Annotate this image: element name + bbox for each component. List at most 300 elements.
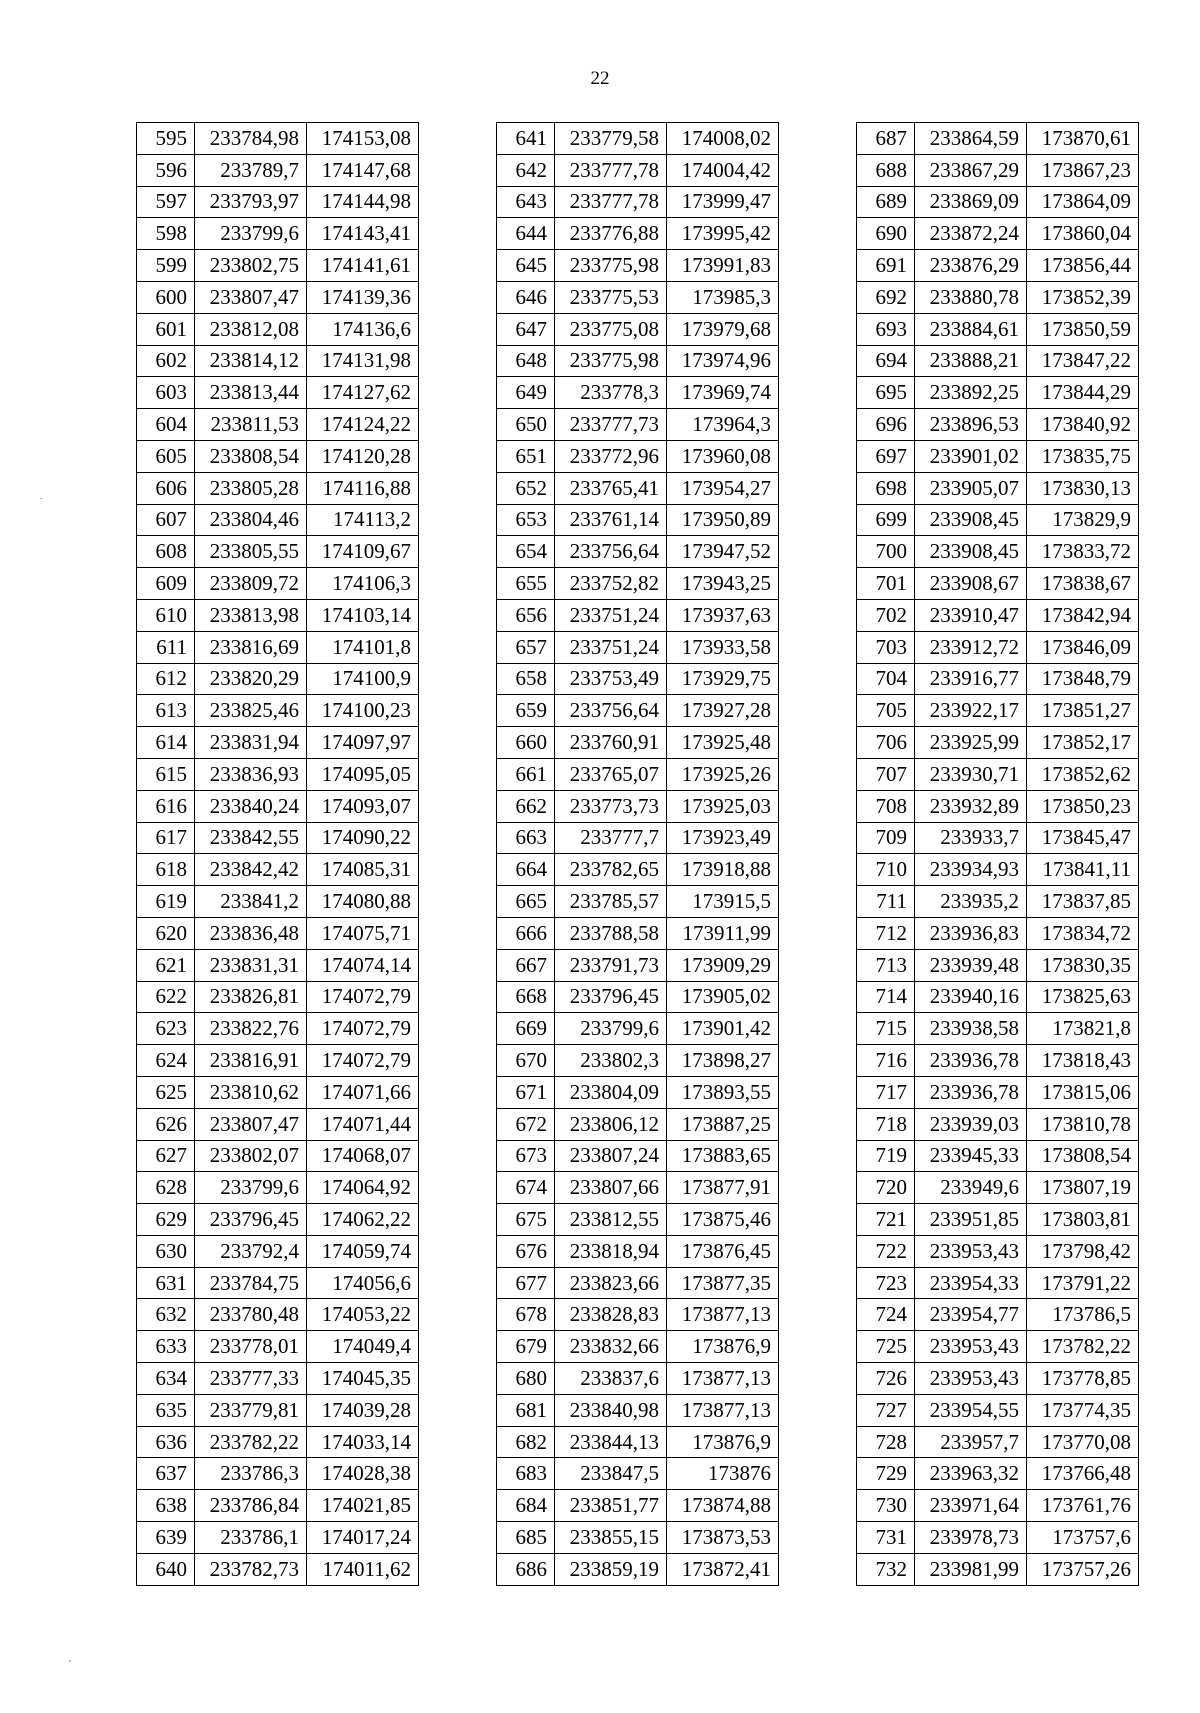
x-coordinate-cell: 233811,53 [195, 409, 307, 441]
point-number-cell: 718 [857, 1108, 915, 1140]
y-coordinate-cell: 173850,59 [1027, 313, 1139, 345]
point-number-cell: 669 [497, 1013, 555, 1045]
table-row [497, 790, 779, 822]
y-coordinate-cell: 173852,62 [1027, 758, 1139, 790]
point-number-cell: 666 [497, 917, 555, 949]
y-coordinate-cell: 173923,49 [667, 822, 779, 854]
x-coordinate-cell: 233782,73 [195, 1553, 307, 1585]
point-number-cell: 660 [497, 727, 555, 759]
table-row [857, 1076, 1139, 1108]
point-number-cell: 676 [497, 1235, 555, 1267]
table-row [497, 1553, 779, 1585]
point-number-cell: 655 [497, 568, 555, 600]
y-coordinate-cell: 174095,05 [307, 758, 419, 790]
table-row [497, 1172, 779, 1204]
y-coordinate-cell: 173766,48 [1027, 1458, 1139, 1490]
table-row [497, 1394, 779, 1426]
table-row [497, 886, 779, 918]
table-row [857, 440, 1139, 472]
table-row [137, 949, 419, 981]
table-row [497, 663, 779, 695]
table-row [137, 1204, 419, 1236]
table-row [137, 472, 419, 504]
x-coordinate-cell: 233922,17 [915, 695, 1027, 727]
table-row [857, 822, 1139, 854]
table-row [857, 568, 1139, 600]
x-coordinate-cell: 233938,58 [915, 1013, 1027, 1045]
table-row [857, 1299, 1139, 1331]
coordinate-table-1 [136, 122, 419, 1586]
point-number-cell: 728 [857, 1426, 915, 1458]
table-row [137, 1522, 419, 1554]
x-coordinate-cell: 233786,3 [195, 1458, 307, 1490]
y-coordinate-cell: 173876,45 [667, 1235, 779, 1267]
y-coordinate-cell: 173911,99 [667, 917, 779, 949]
table-row [497, 599, 779, 631]
y-coordinate-cell: 174090,22 [307, 822, 419, 854]
y-coordinate-cell: 173846,09 [1027, 631, 1139, 663]
x-coordinate-cell: 233925,99 [915, 727, 1027, 759]
point-number-cell: 630 [137, 1235, 195, 1267]
point-number-cell: 713 [857, 949, 915, 981]
x-coordinate-cell: 233867,29 [915, 154, 1027, 186]
x-coordinate-cell: 233844,13 [555, 1426, 667, 1458]
table-row [497, 568, 779, 600]
point-number-cell: 631 [137, 1267, 195, 1299]
table-row [857, 1553, 1139, 1585]
table-row [137, 822, 419, 854]
point-number-cell: 606 [137, 472, 195, 504]
y-coordinate-cell: 173943,25 [667, 568, 779, 600]
y-coordinate-cell: 174085,31 [307, 854, 419, 886]
table-row [857, 981, 1139, 1013]
table-row [137, 1045, 419, 1077]
table-row [137, 1553, 419, 1585]
point-number-cell: 643 [497, 186, 555, 218]
point-number-cell: 637 [137, 1458, 195, 1490]
point-number-cell: 639 [137, 1522, 195, 1554]
point-number-cell: 675 [497, 1204, 555, 1236]
table-row [857, 1013, 1139, 1045]
x-coordinate-cell: 233810,62 [195, 1076, 307, 1108]
x-coordinate-cell: 233761,14 [555, 504, 667, 536]
y-coordinate-cell: 173798,42 [1027, 1235, 1139, 1267]
y-coordinate-cell: 174072,79 [307, 981, 419, 1013]
table-row [137, 440, 419, 472]
x-coordinate-cell: 233939,48 [915, 949, 1027, 981]
point-number-cell: 671 [497, 1076, 555, 1108]
y-coordinate-cell: 174127,62 [307, 377, 419, 409]
x-coordinate-cell: 233831,31 [195, 949, 307, 981]
x-coordinate-cell: 233953,43 [915, 1331, 1027, 1363]
x-coordinate-cell: 233901,02 [915, 440, 1027, 472]
table-row [497, 1204, 779, 1236]
y-coordinate-cell: 173876 [667, 1458, 779, 1490]
y-coordinate-cell: 173995,42 [667, 218, 779, 250]
x-coordinate-cell: 233842,42 [195, 854, 307, 886]
point-number-cell: 679 [497, 1331, 555, 1363]
x-coordinate-cell: 233828,83 [555, 1299, 667, 1331]
table-row [857, 599, 1139, 631]
y-coordinate-cell: 173909,29 [667, 949, 779, 981]
x-coordinate-cell: 233933,7 [915, 822, 1027, 854]
x-coordinate-cell: 233802,75 [195, 250, 307, 282]
x-coordinate-cell: 233872,24 [915, 218, 1027, 250]
x-coordinate-cell: 233796,45 [195, 1204, 307, 1236]
y-coordinate-cell: 173848,79 [1027, 663, 1139, 695]
x-coordinate-cell: 233826,81 [195, 981, 307, 1013]
table-row [137, 917, 419, 949]
table-row [137, 663, 419, 695]
x-coordinate-cell: 233775,08 [555, 313, 667, 345]
point-number-cell: 724 [857, 1299, 915, 1331]
table-row [137, 1267, 419, 1299]
y-coordinate-cell: 174072,79 [307, 1013, 419, 1045]
table-row [857, 1235, 1139, 1267]
table-row [857, 281, 1139, 313]
x-coordinate-cell: 233822,76 [195, 1013, 307, 1045]
y-coordinate-cell: 173856,44 [1027, 250, 1139, 282]
x-coordinate-cell: 233832,66 [555, 1331, 667, 1363]
point-number-cell: 668 [497, 981, 555, 1013]
point-number-cell: 730 [857, 1490, 915, 1522]
y-coordinate-cell: 173786,5 [1027, 1299, 1139, 1331]
point-number-cell: 686 [497, 1553, 555, 1585]
table-row [137, 1108, 419, 1140]
table-row [137, 504, 419, 536]
y-coordinate-cell: 174072,79 [307, 1045, 419, 1077]
table-row [137, 377, 419, 409]
x-coordinate-cell: 233802,07 [195, 1140, 307, 1172]
y-coordinate-cell: 173872,41 [667, 1553, 779, 1585]
table-row [137, 790, 419, 822]
point-number-cell: 667 [497, 949, 555, 981]
x-coordinate-cell: 233799,6 [195, 1172, 307, 1204]
y-coordinate-cell: 173877,13 [667, 1363, 779, 1395]
point-number-cell: 714 [857, 981, 915, 1013]
table-row [857, 886, 1139, 918]
point-number-cell: 612 [137, 663, 195, 695]
table-row [137, 218, 419, 250]
x-coordinate-cell: 233934,93 [915, 854, 1027, 886]
point-number-cell: 690 [857, 218, 915, 250]
x-coordinate-cell: 233836,48 [195, 917, 307, 949]
x-coordinate-cell: 233930,71 [915, 758, 1027, 790]
table-row [857, 377, 1139, 409]
x-coordinate-cell: 233805,55 [195, 536, 307, 568]
point-number-cell: 729 [857, 1458, 915, 1490]
point-number-cell: 727 [857, 1394, 915, 1426]
x-coordinate-cell: 233775,98 [555, 345, 667, 377]
y-coordinate-cell: 173838,67 [1027, 568, 1139, 600]
y-coordinate-cell: 174039,28 [307, 1394, 419, 1426]
x-coordinate-cell: 233751,24 [555, 631, 667, 663]
point-number-cell: 710 [857, 854, 915, 886]
x-coordinate-cell: 233807,47 [195, 281, 307, 313]
table-row [857, 790, 1139, 822]
x-coordinate-cell: 233953,43 [915, 1235, 1027, 1267]
point-number-cell: 670 [497, 1045, 555, 1077]
y-coordinate-cell: 174062,22 [307, 1204, 419, 1236]
x-coordinate-cell: 233812,55 [555, 1204, 667, 1236]
x-coordinate-cell: 233818,94 [555, 1235, 667, 1267]
table-row [857, 1394, 1139, 1426]
table-row [137, 536, 419, 568]
y-coordinate-cell: 174097,97 [307, 727, 419, 759]
y-coordinate-cell: 173927,28 [667, 695, 779, 727]
x-coordinate-cell: 233932,89 [915, 790, 1027, 822]
table-row [497, 1426, 779, 1458]
table-row [497, 345, 779, 377]
y-coordinate-cell: 174075,71 [307, 917, 419, 949]
coordinate-table-2 [496, 122, 779, 1586]
point-number-cell: 601 [137, 313, 195, 345]
y-coordinate-cell: 173887,25 [667, 1108, 779, 1140]
point-number-cell: 625 [137, 1076, 195, 1108]
y-coordinate-cell: 174059,74 [307, 1235, 419, 1267]
x-coordinate-cell: 233809,72 [195, 568, 307, 600]
point-number-cell: 596 [137, 154, 195, 186]
y-coordinate-cell: 174074,14 [307, 949, 419, 981]
y-coordinate-cell: 173860,04 [1027, 218, 1139, 250]
table-row [137, 1299, 419, 1331]
table-row [137, 1331, 419, 1363]
table-row [137, 1458, 419, 1490]
point-number-cell: 619 [137, 886, 195, 918]
point-number-cell: 649 [497, 377, 555, 409]
point-number-cell: 674 [497, 1172, 555, 1204]
point-number-cell: 628 [137, 1172, 195, 1204]
point-number-cell: 595 [137, 123, 195, 155]
y-coordinate-cell: 173893,55 [667, 1076, 779, 1108]
x-coordinate-cell: 233808,54 [195, 440, 307, 472]
table-row [497, 1013, 779, 1045]
point-number-cell: 656 [497, 599, 555, 631]
y-coordinate-cell: 173925,48 [667, 727, 779, 759]
point-number-cell: 721 [857, 1204, 915, 1236]
x-coordinate-cell: 233775,98 [555, 250, 667, 282]
y-coordinate-cell: 173985,3 [667, 281, 779, 313]
x-coordinate-cell: 233823,66 [555, 1267, 667, 1299]
table-row [137, 345, 419, 377]
table-row [857, 727, 1139, 759]
y-coordinate-cell: 173876,9 [667, 1426, 779, 1458]
y-coordinate-cell: 173979,68 [667, 313, 779, 345]
y-coordinate-cell: 173864,09 [1027, 186, 1139, 218]
x-coordinate-cell: 233760,91 [555, 727, 667, 759]
x-coordinate-cell: 233908,67 [915, 568, 1027, 600]
point-number-cell: 673 [497, 1140, 555, 1172]
y-coordinate-cell: 173829,9 [1027, 504, 1139, 536]
x-coordinate-cell: 233945,33 [915, 1140, 1027, 1172]
point-number-cell: 645 [497, 250, 555, 282]
y-coordinate-cell: 173877,13 [667, 1299, 779, 1331]
y-coordinate-cell: 173834,72 [1027, 917, 1139, 949]
table-row [137, 281, 419, 313]
y-coordinate-cell: 173844,29 [1027, 377, 1139, 409]
point-number-cell: 695 [857, 377, 915, 409]
x-coordinate-cell: 233816,69 [195, 631, 307, 663]
x-coordinate-cell: 233772,96 [555, 440, 667, 472]
point-number-cell: 691 [857, 250, 915, 282]
x-coordinate-cell: 233751,24 [555, 599, 667, 631]
point-number-cell: 615 [137, 758, 195, 790]
table-row [497, 1076, 779, 1108]
table-row [497, 1363, 779, 1395]
table-row [857, 123, 1139, 155]
x-coordinate-cell: 233778,01 [195, 1331, 307, 1363]
point-number-cell: 685 [497, 1522, 555, 1554]
y-coordinate-cell: 173842,94 [1027, 599, 1139, 631]
table-row [497, 1140, 779, 1172]
y-coordinate-cell: 174116,88 [307, 472, 419, 504]
x-coordinate-cell: 233840,98 [555, 1394, 667, 1426]
y-coordinate-cell: 173870,61 [1027, 123, 1139, 155]
table-row [857, 1363, 1139, 1395]
y-coordinate-cell: 173876,9 [667, 1331, 779, 1363]
x-coordinate-cell: 233841,2 [195, 886, 307, 918]
table-row [137, 1076, 419, 1108]
table-row [137, 854, 419, 886]
table-row [497, 154, 779, 186]
point-number-cell: 604 [137, 409, 195, 441]
x-coordinate-cell: 233784,98 [195, 123, 307, 155]
point-number-cell: 664 [497, 854, 555, 886]
point-number-cell: 672 [497, 1108, 555, 1140]
table-row [497, 1108, 779, 1140]
x-coordinate-cell: 233775,53 [555, 281, 667, 313]
y-coordinate-cell: 173770,08 [1027, 1426, 1139, 1458]
y-coordinate-cell: 174093,07 [307, 790, 419, 822]
table-row [137, 599, 419, 631]
y-coordinate-cell: 174120,28 [307, 440, 419, 472]
y-coordinate-cell: 174021,85 [307, 1490, 419, 1522]
y-coordinate-cell: 174101,8 [307, 631, 419, 663]
table-row [857, 1458, 1139, 1490]
table-row [857, 154, 1139, 186]
x-coordinate-cell: 233896,53 [915, 409, 1027, 441]
point-number-cell: 697 [857, 440, 915, 472]
x-coordinate-cell: 233793,97 [195, 186, 307, 218]
x-coordinate-cell: 233820,29 [195, 663, 307, 695]
point-number-cell: 634 [137, 1363, 195, 1395]
table-row [497, 186, 779, 218]
table-row [857, 218, 1139, 250]
x-coordinate-cell: 233978,73 [915, 1522, 1027, 1554]
table-row [857, 1140, 1139, 1172]
x-coordinate-cell: 233981,99 [915, 1553, 1027, 1585]
point-number-cell: 651 [497, 440, 555, 472]
table-row [497, 472, 779, 504]
table-row [497, 1267, 779, 1299]
x-coordinate-cell: 233796,45 [555, 981, 667, 1013]
y-coordinate-cell: 173877,91 [667, 1172, 779, 1204]
point-number-cell: 696 [857, 409, 915, 441]
point-number-cell: 704 [857, 663, 915, 695]
point-number-cell: 610 [137, 599, 195, 631]
x-coordinate-cell: 233753,49 [555, 663, 667, 695]
table-row [137, 1363, 419, 1395]
point-number-cell: 717 [857, 1076, 915, 1108]
x-coordinate-cell: 233908,45 [915, 536, 1027, 568]
table-row [857, 313, 1139, 345]
y-coordinate-cell: 173808,54 [1027, 1140, 1139, 1172]
point-number-cell: 633 [137, 1331, 195, 1363]
table-row [497, 250, 779, 282]
point-number-cell: 731 [857, 1522, 915, 1554]
x-coordinate-cell: 233864,59 [915, 123, 1027, 155]
x-coordinate-cell: 233799,6 [555, 1013, 667, 1045]
y-coordinate-cell: 174033,14 [307, 1426, 419, 1458]
point-number-cell: 614 [137, 727, 195, 759]
y-coordinate-cell: 173999,47 [667, 186, 779, 218]
table-row [137, 981, 419, 1013]
x-coordinate-cell: 233855,15 [555, 1522, 667, 1554]
x-coordinate-cell: 233807,66 [555, 1172, 667, 1204]
table-row [497, 758, 779, 790]
y-coordinate-cell: 173991,83 [667, 250, 779, 282]
point-number-cell: 608 [137, 536, 195, 568]
x-coordinate-cell: 233780,48 [195, 1299, 307, 1331]
point-number-cell: 702 [857, 599, 915, 631]
y-coordinate-cell: 173873,53 [667, 1522, 779, 1554]
x-coordinate-cell: 233782,22 [195, 1426, 307, 1458]
y-coordinate-cell: 174144,98 [307, 186, 419, 218]
x-coordinate-cell: 233804,46 [195, 504, 307, 536]
point-number-cell: 680 [497, 1363, 555, 1395]
point-number-cell: 692 [857, 281, 915, 313]
y-coordinate-cell: 174103,14 [307, 599, 419, 631]
table-row [137, 568, 419, 600]
table-row [857, 695, 1139, 727]
point-number-cell: 611 [137, 631, 195, 663]
point-number-cell: 701 [857, 568, 915, 600]
point-number-cell: 706 [857, 727, 915, 759]
y-coordinate-cell: 173925,26 [667, 758, 779, 790]
point-number-cell: 658 [497, 663, 555, 695]
table-row [857, 1331, 1139, 1363]
x-coordinate-cell: 233792,4 [195, 1235, 307, 1267]
table-row [497, 377, 779, 409]
y-coordinate-cell: 173833,72 [1027, 536, 1139, 568]
y-coordinate-cell: 173807,19 [1027, 1172, 1139, 1204]
x-coordinate-cell: 233777,78 [555, 186, 667, 218]
table-row [497, 854, 779, 886]
point-number-cell: 599 [137, 250, 195, 282]
y-coordinate-cell: 174064,92 [307, 1172, 419, 1204]
y-coordinate-cell: 174045,35 [307, 1363, 419, 1395]
y-coordinate-cell: 174106,3 [307, 568, 419, 600]
y-coordinate-cell: 173774,35 [1027, 1394, 1139, 1426]
table-row [137, 123, 419, 155]
y-coordinate-cell: 174141,61 [307, 250, 419, 282]
table-row [497, 822, 779, 854]
table-row [497, 727, 779, 759]
point-number-cell: 638 [137, 1490, 195, 1522]
y-coordinate-cell: 173845,47 [1027, 822, 1139, 854]
table-row [137, 313, 419, 345]
table-row [497, 1299, 779, 1331]
table-row [497, 123, 779, 155]
point-number-cell: 640 [137, 1553, 195, 1585]
table-row [857, 186, 1139, 218]
y-coordinate-cell: 173915,5 [667, 886, 779, 918]
point-number-cell: 683 [497, 1458, 555, 1490]
point-number-cell: 732 [857, 1553, 915, 1585]
x-coordinate-cell: 233782,65 [555, 854, 667, 886]
y-coordinate-cell: 173830,13 [1027, 472, 1139, 504]
y-coordinate-cell: 173898,27 [667, 1045, 779, 1077]
